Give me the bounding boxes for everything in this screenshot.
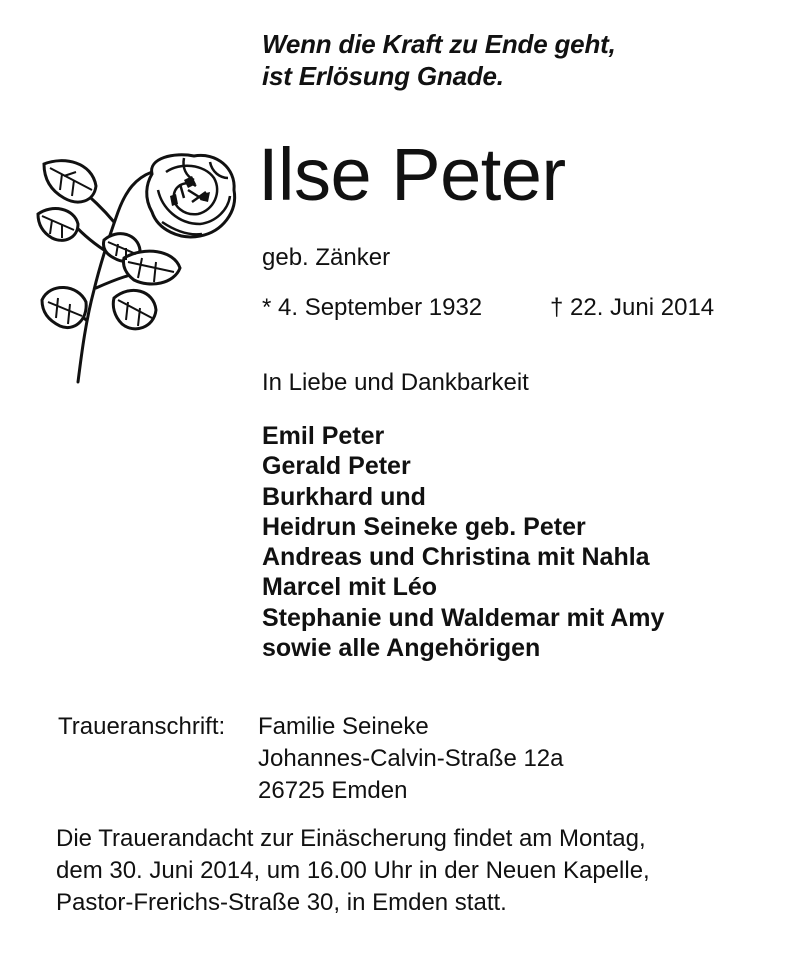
service-line: Pastor-Frerichs-Straße 30, in Emden statt. — [56, 889, 507, 916]
rose-illustration — [34, 150, 244, 390]
service-announcement — [56, 823, 650, 919]
address-line: Johannes-Calvin-Straße 12a — [258, 745, 564, 772]
mourner-line: Andreas und Christina mit Nahla — [262, 543, 650, 572]
maiden-name: geb. Zänker — [262, 244, 391, 271]
mourners-list — [262, 421, 664, 663]
quote-line: ist Erlösung Gnade. — [262, 61, 504, 91]
mourning-address — [258, 711, 564, 807]
address-label: Traueranschrift: — [58, 713, 226, 740]
address-line: 26725 Emden — [258, 777, 408, 804]
birth-date: * 4. September 1932 — [262, 294, 483, 321]
mourner-line: Marcel mit Léo — [262, 573, 438, 602]
mourner-line: Heidrun Seineke geb. Peter — [262, 512, 586, 541]
dedication: In Liebe und Dankbarkeit — [262, 369, 529, 396]
mourner-line: Stephanie und Waldemar mit Amy — [262, 603, 665, 632]
quote — [262, 28, 616, 92]
service-line: Die Trauerandacht zur Einäscherung findet am Montag, — [56, 825, 646, 852]
mourner-line: Emil Peter — [262, 422, 385, 450]
mourner-line: Gerald Peter — [262, 452, 411, 481]
deceased-name: Ilse Peter — [258, 133, 566, 216]
service-line: dem 30. Juni 2014, um 16.00 Uhr in der Neuen Kapelle, — [56, 857, 650, 884]
address-line: Familie Seineke — [258, 713, 429, 740]
mourner-line: Burkhard und — [262, 482, 426, 511]
death-date: † 22. Juni 2014 — [550, 294, 715, 321]
life-dates — [262, 293, 715, 323]
quote-line: Wenn die Kraft zu Ende geht, — [262, 29, 616, 59]
mourner-line: sowie alle Angehörigen — [262, 634, 541, 663]
